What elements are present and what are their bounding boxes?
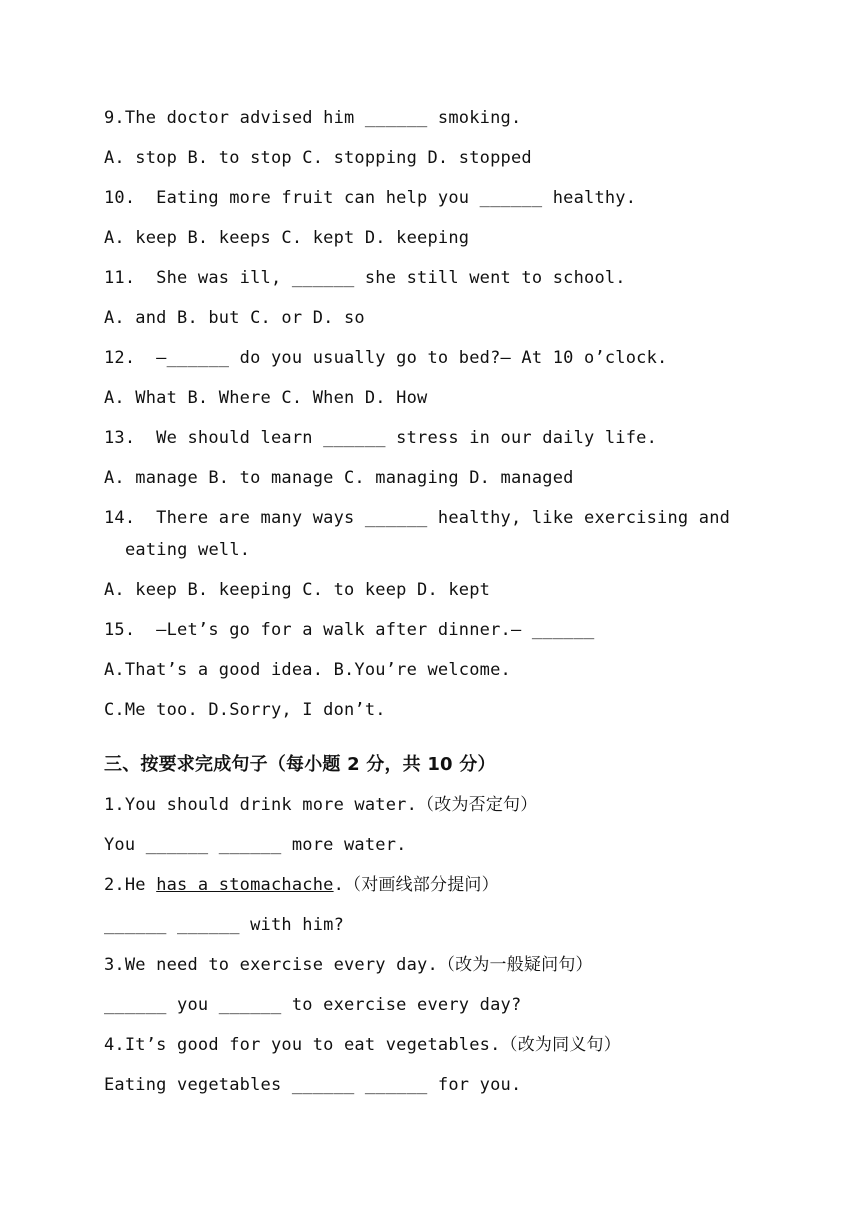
section-3-heading: 三、按要求完成句子（每小题 2 分，共 10 分）	[104, 754, 496, 775]
options-11: A. and B. but C. or D. so	[104, 308, 365, 328]
rewrite-question-2	[104, 874, 499, 896]
question-12: 12. —______ do you usually go to bed?— At 10 o’clock.	[104, 348, 668, 368]
rewrite-question-4: 4.It’s good for you to eat vegetables.（改为同义句）	[104, 1035, 621, 1055]
rewrite-question-1: 1.You should drink more water.（改为否定句）	[104, 795, 538, 815]
rewrite-answer-3: ______ you ______ to exercise every day?	[104, 995, 522, 1015]
question-14: 14. There are many ways ______ healthy, like exercising and	[104, 508, 731, 528]
options-12: A. What B. Where C. When D. How	[104, 388, 428, 408]
rewrite-question-3: 3.We need to exercise every day.（改为一般疑问句）	[104, 955, 593, 975]
underlined-phrase: has a stomachache	[156, 875, 334, 895]
options-14: A. keep B. keeping C. to keep D. kept	[104, 580, 491, 600]
rewrite-answer-4: Eating vegetables ______ ______ for you.	[104, 1075, 522, 1095]
question-15: 15. —Let’s go for a walk after dinner.— ______	[104, 620, 595, 640]
options-15-continued: C.Me too. D.Sorry, I don’t.	[104, 700, 386, 720]
rewrite-question-2-post: .（对画线部分提问）	[333, 875, 499, 895]
rewrite-answer-2: ______ ______ with him?	[104, 915, 345, 935]
options-10: A. keep B. keeps C. kept D. keeping	[104, 228, 470, 248]
options-13: A. manage B. to manage C. managing D. managed	[104, 468, 574, 488]
rewrite-question-2-pre: 2.He	[104, 875, 157, 895]
rewrite-answer-1: You ______ ______ more water.	[104, 835, 407, 855]
options-9: A. stop B. to stop C. stopping D. stopped	[104, 148, 532, 168]
question-10: 10. Eating more fruit can help you ______ healthy.	[104, 188, 637, 208]
question-11: 11. She was ill, ______ she still went to school.	[104, 268, 626, 288]
question-9: 9.The doctor advised him ______ smoking.	[104, 108, 522, 128]
options-15: A.That’s a good idea. B.You’re welcome.	[104, 660, 511, 680]
question-14-continued: eating well.	[125, 540, 251, 560]
question-13: 13. We should learn ______ stress in our daily life.	[104, 428, 658, 448]
